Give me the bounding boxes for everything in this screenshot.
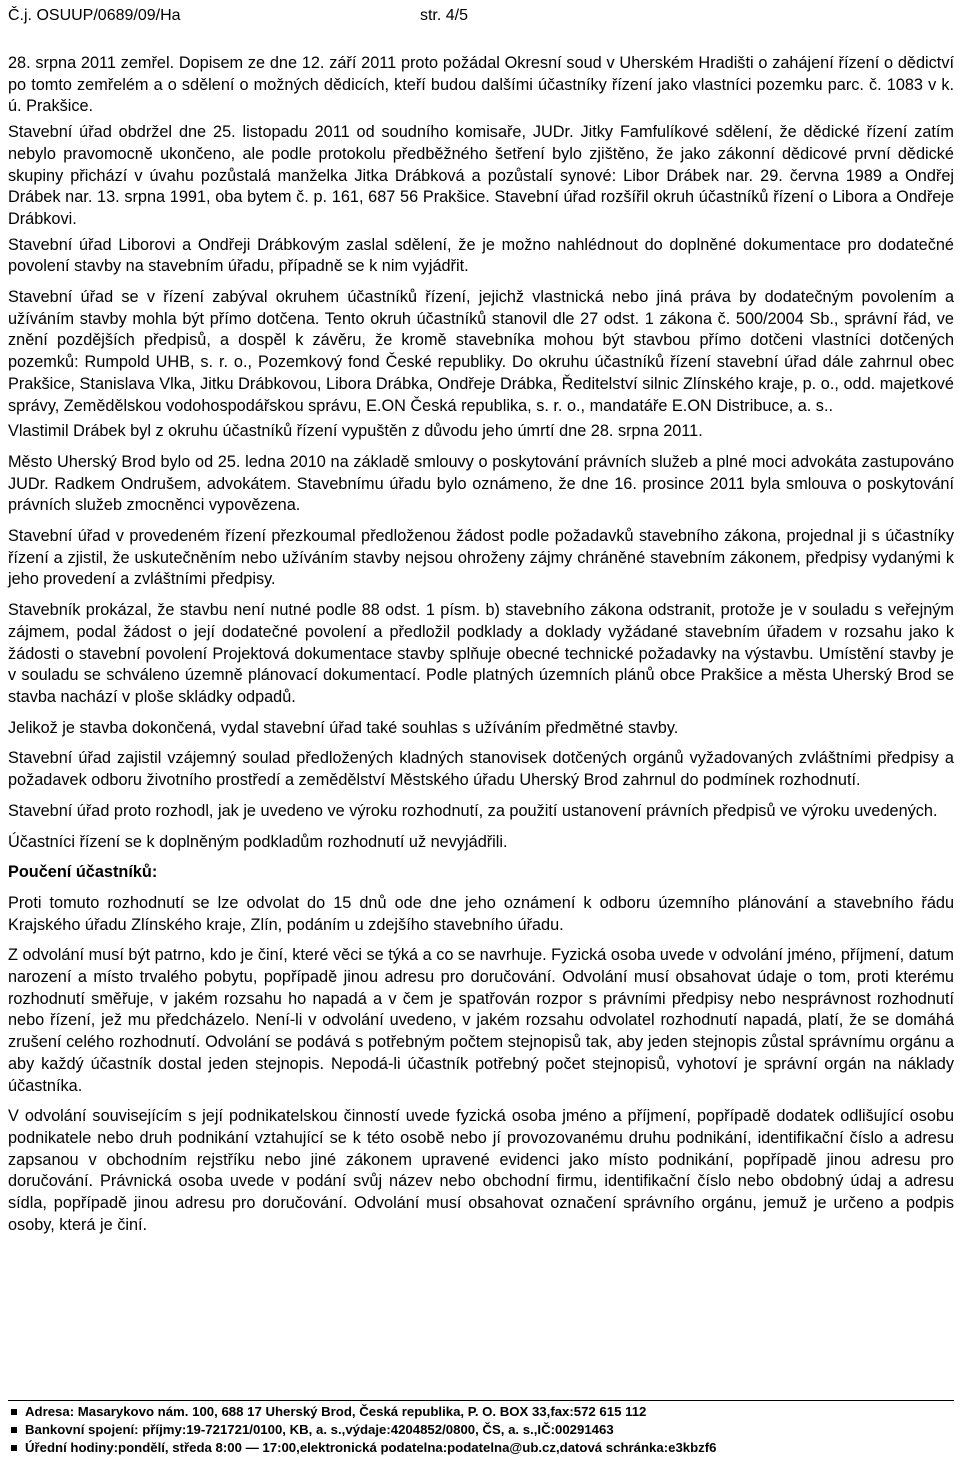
paragraph: Stavební úřad zajistil vzájemný soulad předložených kladných stanovisek dotčených orgánů vyžadovaných zvláštními předpisy a požadavek odboru životního prostředí a zemědělství Městského úřadu Uherský Brod zahrnul do podmínek rozhodnutí.: [8, 749, 954, 790]
data-box-id: e3kbzf6: [668, 1440, 717, 1455]
bank-label: Bankovní spojení: příjmy:: [25, 1422, 187, 1437]
page-footer: [8, 1400, 954, 1457]
square-bullet-icon: [11, 1409, 17, 1415]
paragraph: V odvolání souvisejícím s její podnikatelskou činností uvede fyzická osoba jméno a příjmení, popřípadě dodatek odlišující osobu podnikatele nebo druh podnikání vztahující se k této osobě nebo jí provozovanému druhu podnikání, identifikační číslo a adresu zapsanou v obchodním rejstříku nebo jiné zákonem upravené evidenci jako místo podnikání, popřípadě jinou adresu pro doručování. Právnická osoba uvede v podání svůj název nebo obchodní firmu, identifikační číslo nebo obdobný údaj a adresu sídla, popřípadě jinou adresu pro doručování. Odvolání musí obsahovat označení správního orgánu, jemuž je určeno a podpis osoby, která je činí.: [8, 1107, 954, 1234]
footer-divider: [8, 1400, 954, 1401]
paragraph: Stavební úřad se v řízení zabýval okruhem účastníků řízení, jejichž vlastnická nebo jiná práva by dodatečným povolením a užíváním stavby mohla být přímo dotčena. Tento okruh účastníků stanovil dle 27 odst. 1 zákona č. 500/2004 Sb., správní řád, ve znění pozdějších předpisů, a dospěl k závěru, že kromě stavebníka mohou být stavbou přímo dotčeni vlastníci dotčených pozemků: Rumpold UHB, s. r. o., Pozemkový fond České republiky. Do okruhu účastníků řízení stavební úřad dále zahrnul obec Prakšice, Stanislava Vlka, Jitku Drábkovou, Libora Drábka, Ondřeje Drábka, Ředitelství silnic Zlínského kraje, p. o., odd. majetkové správy, Zemědělskou vodohospodářskou správu, E.ON Česká republika, s. r. o., mandatáře E.ON Distribuce, a. s..: [8, 288, 954, 415]
paragraph: Proti tomuto rozhodnutí se lze odvolat do 15 dnů ode dne jeho oznámení k odboru územního plánování a stavebního řádu Krajského úřadu Zlínského kraje, Zlín, podáním u zdejšího stavebního úřadu.: [8, 893, 954, 934]
paragraph: Vlastimil Drábek byl z okruhu účastníků řízení vypuštěn z důvodu jeho úmrtí dne 28. srpna 2011.: [8, 422, 703, 441]
square-bullet-icon: [11, 1427, 17, 1433]
paragraph: Stavební úřad proto rozhodl, jak je uvedeno ve výroku rozhodnutí, za použití ustanovení právních předpisů ve výroku uvedených.: [8, 801, 938, 820]
bank-income: 19-721721/0100, KB, a. s.,: [186, 1422, 346, 1437]
reference-number: Č.j. OSUUP/0689/09/Ha: [8, 7, 181, 24]
ic-value: 00291463: [555, 1422, 614, 1437]
document-body: [8, 53, 954, 1236]
paragraph: Stavební úřad v provedeném řízení přezkoumal předloženou žádost podle požadavků stavebního zákona, projednal ji s účastníky řízení a zjistil, že uskutečněním nebo užíváním stavby nejsou ohroženy zájmy chráněné stavebním zákonem, předpisy vydanými k jeho provedení a zvláštními předpisy.: [8, 527, 954, 589]
office-hours: pondělí, středa 8:00 — 17:00,: [118, 1440, 300, 1455]
address-text: Adresa: Masarykovo nám. 100, 688 17 Uherský Brod, Česká republika, P. O. BOX 33,: [25, 1404, 551, 1419]
square-bullet-icon: [11, 1445, 17, 1451]
footer-hours-line: [8, 1439, 954, 1457]
paragraph: Jelikož je stavba dokončená, vydal stavební úřad také souhlas s užíváním předmětné stavby.: [8, 718, 679, 737]
paragraph: Stavebník prokázal, že stavbu není nutné podle 88 odst. 1 písm. b) stavebního zákona odstranit, protože je v souladu s veřejným zájmem, podal žádost o její dodatečné povolení a předložil podklady a doklady vyžádané stavebním úřadem v rozsahu jako k žádosti o stavební povolení Projektová dokumentace stavby splňuje obecné technické požadavky na výstavbu. Umístění stavby je v souladu se schváleno územně plánovací dokumentací. Podle platných územních plánů obce Prakšice a města Uherský Brod se stavba nachází v ploše skládky odpadů.: [8, 601, 954, 706]
bank-expense: 4204852/0800, ČS, a. s.,: [390, 1422, 538, 1437]
office-hours-label: Úřední hodiny:: [25, 1440, 119, 1455]
paragraph: Stavební úřad obdržel dne 25. listopadu 2011 od soudního komisaře, JUDr. Jitky Famfulíkové sdělení, že dědické řízení zatím nebylo pravomocně ukončeno, ale podle protokolu předběžného šetření bylo zjištěno, že jako zákonní dědicové první dědické skupiny přichází v úvahu pozůstalá manželka Jitka Drábková a pozůstalí synové: Libor Drábek nar. 29. června 1989 a Ondřej Drábek nar. 13. srpna 1991, oba bytem č. p. 161, 687 56 Prakšice. Stavební úřad rozšířil okruh účastníků řízení o Libora a Ondřeje Drábkovi.: [8, 123, 954, 228]
paragraph: Město Uherský Brod bylo od 25. ledna 2010 na základě smlouvy o poskytování právních služeb a plné moci advokáta zastupováno JUDr. Radkem Ondrušem, advokátem. Stavebnímu úřadu bylo oznámeno, že dne 16. prosince 2011 byla smlouva o poskytování právních služeb zmocněnci vypovězena.: [8, 452, 954, 515]
footer-address-line: [8, 1403, 954, 1421]
fax-value: 572 615 112: [573, 1404, 647, 1419]
bank-expense-label: výdaje:: [345, 1422, 391, 1437]
e-filing-address: podatelna@ub.cz,: [447, 1440, 560, 1455]
page-number: str. 4/5: [419, 7, 468, 24]
footer-bank-line: [8, 1421, 954, 1439]
data-box-label: datová schránka:: [559, 1440, 669, 1455]
document-page: [8, 0, 954, 1455]
section-heading: Poučení účastníků:: [8, 863, 158, 882]
page-header: [8, 0, 468, 26]
paragraph: Z odvolání musí být patrno, kdo je činí, které věci se týká a co se navrhuje. Fyzická osoba uvede v odvolání jméno, příjmení, datum narození a místo trvalého pobytu, popřípadě jinou adresu pro doručování. Odvolání musí obsahovat údaje o tom, proti kterému rozhodnutí směřuje, v jakém rozsahu ho napadá a v čem je spatřován rozpor s právními předpisy nebo nesprávnost rozhodnutí nebo řízení, jež mu předcházelo. Není-li v odvolání uvedeno, v jakém rozsahu odvolatel rozhodnutí napadá, platí, že se domáhá zrušení celého rozhodnutí. Odvolání se podává s potřebným počtem stejnopisů tak, aby jeden stejnopis zůstal správnímu orgánu a aby každý účastník dostal jeden stejnopis. Nepodá-li účastník potřebný počet stejnopisů, vyhotoví je správní orgán na náklady účastníka.: [8, 946, 954, 1095]
paragraph: 28. srpna 2011 zemřel. Dopisem ze dne 12. září 2011 proto požádal Okresní soud v Uherském Hradišti o zahájení řízení o dědictví po tomto zemřelém a o sdělení o možných dědicích, kteří budou dalšími účastníky řízení jako vlastníci pozemku parc. č. 1083 v k. ú. Prakšice.: [8, 54, 954, 116]
fax-label: fax:: [550, 1404, 574, 1419]
paragraph: Stavební úřad Liborovi a Ondřeji Drábkovým zaslal sdělení, že je možno nahlédnout do doplněné dokumentace pro dodatečné povolení stavby na stavebním úřadu, případně se k nim vyjádřit.: [8, 235, 954, 276]
e-filing-label: elektronická podatelna:: [299, 1440, 448, 1455]
paragraph: Účastníci řízení se k doplněným podkladům rozhodnutí už nevyjádřili.: [8, 832, 508, 851]
ic-label: IČ:: [537, 1422, 555, 1437]
